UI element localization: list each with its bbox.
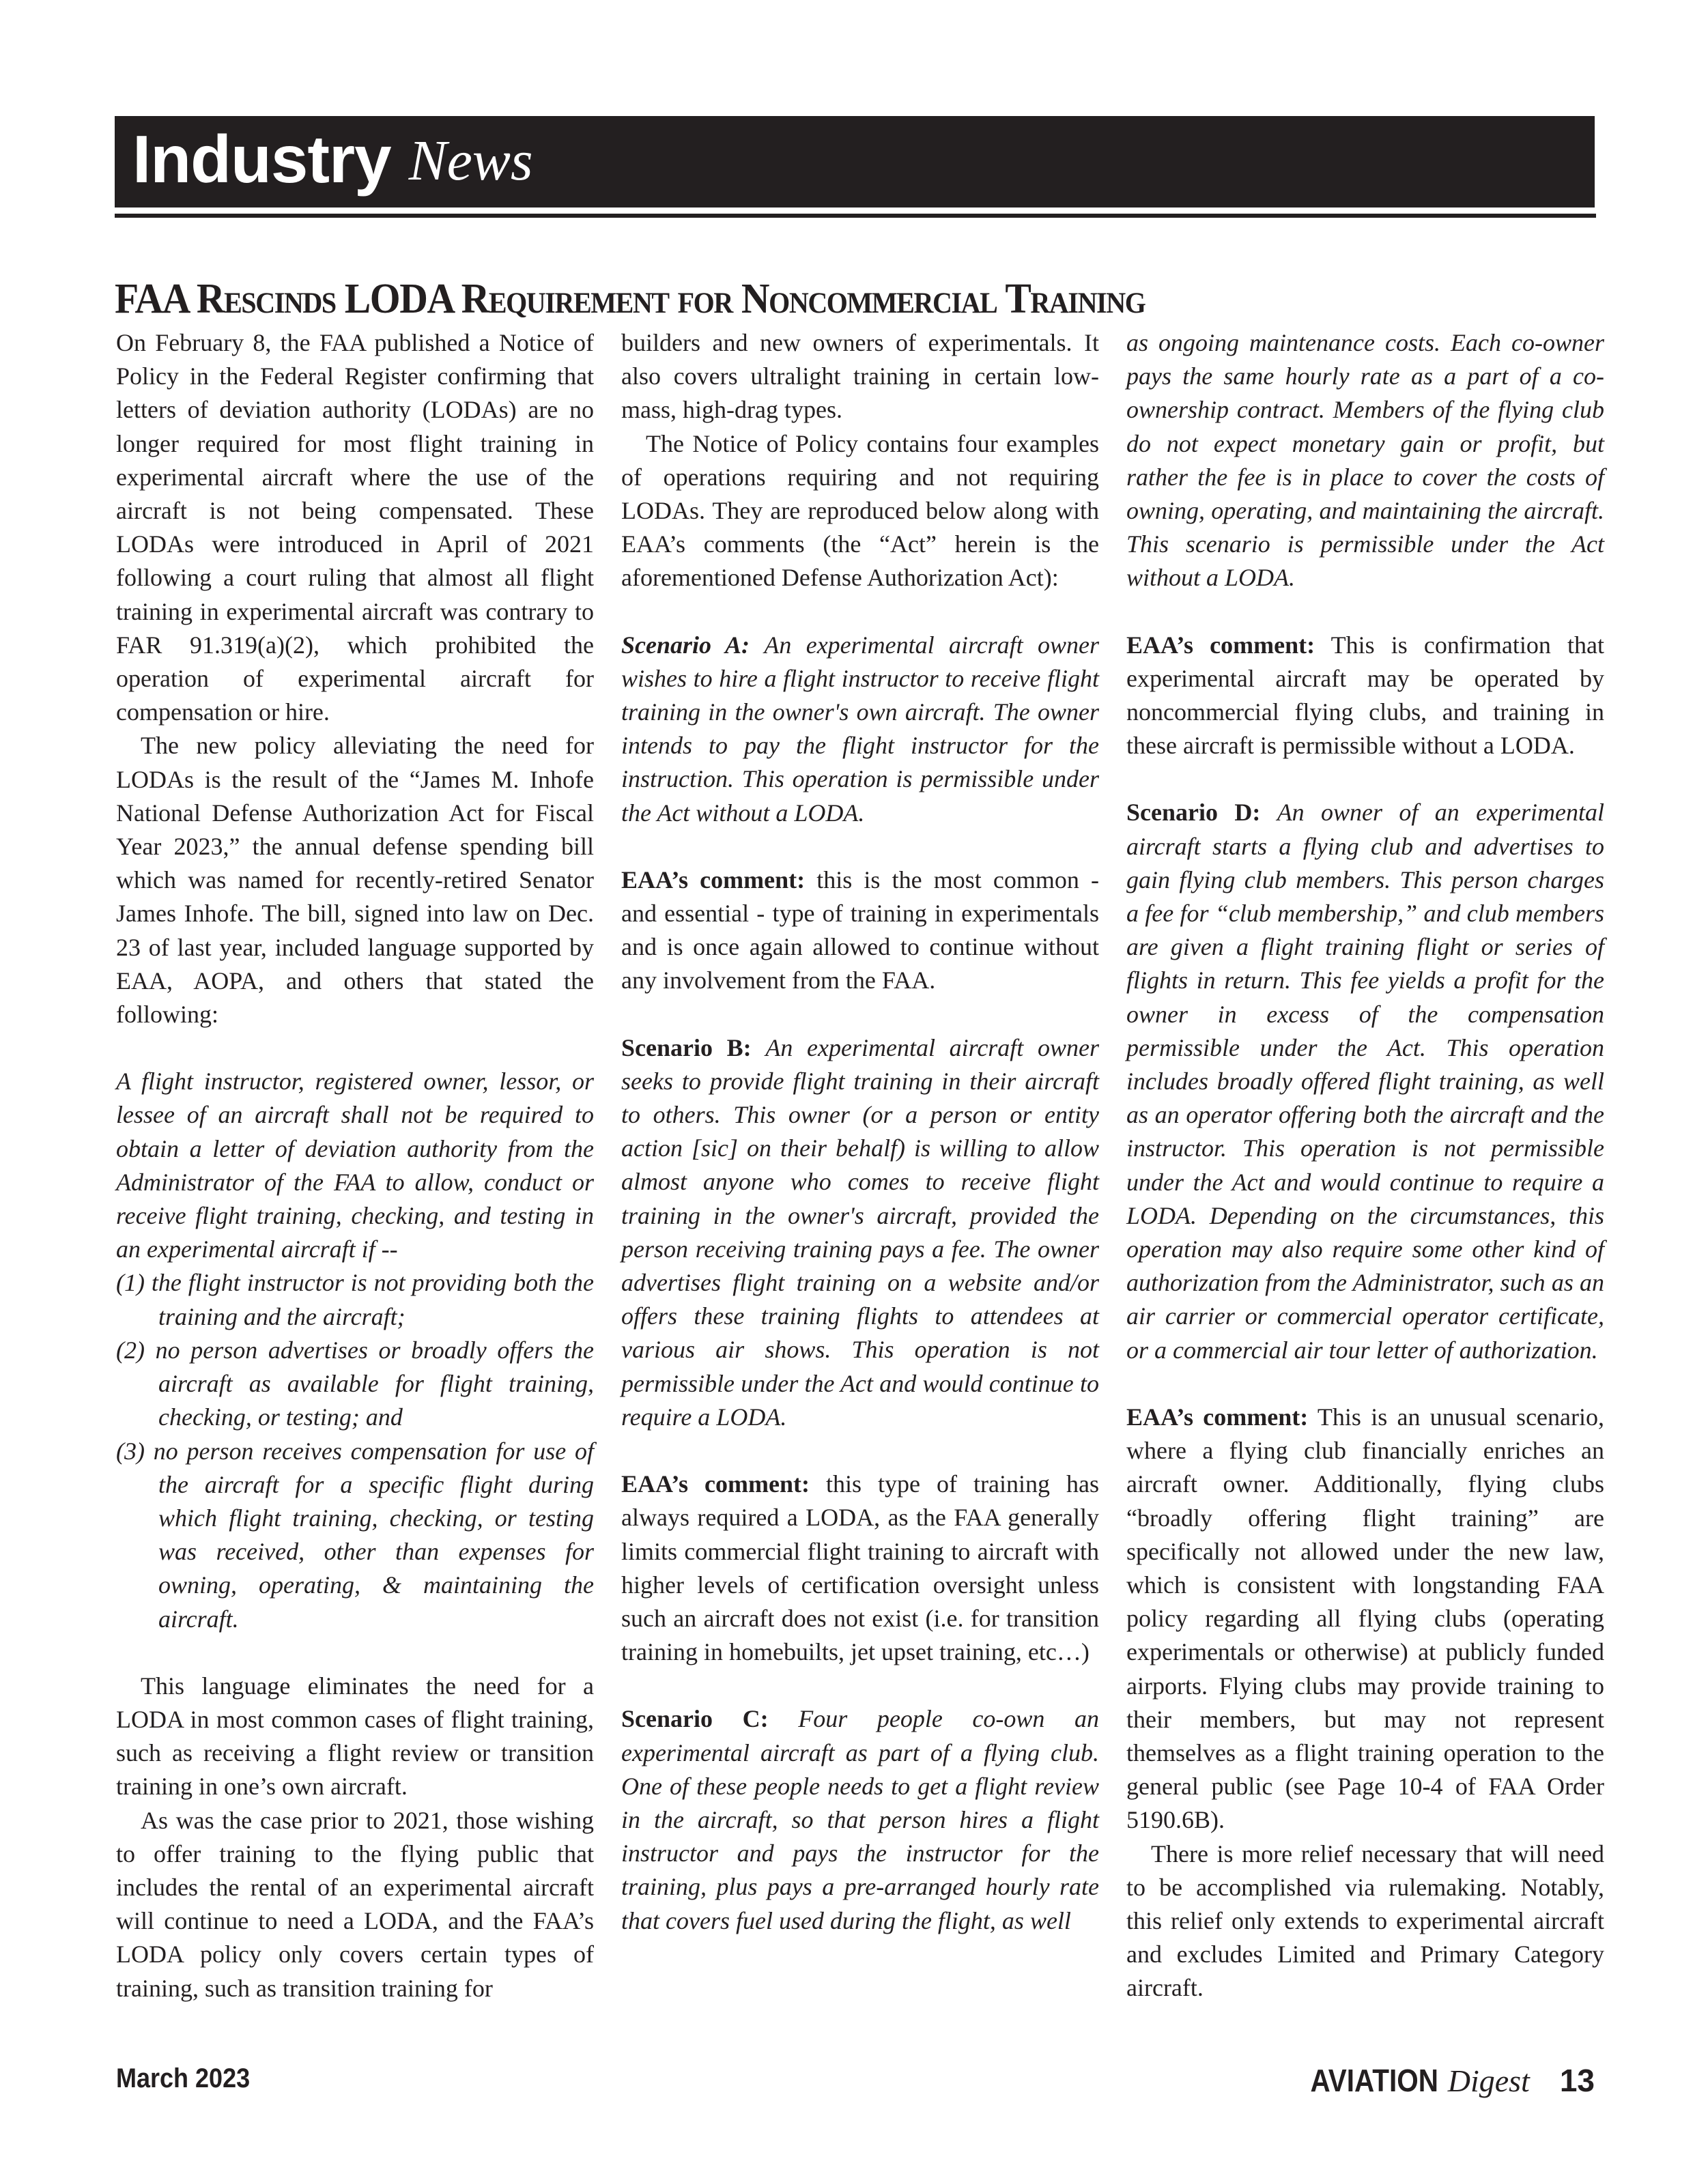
scenario-label: Scenario C: <box>621 1705 769 1733</box>
comment-d <box>1126 1401 1604 1837</box>
paragraph: The new policy alleviating the need for LODAs is the result of the “James M. Inhofe National Defense Authorization Act for Fiscal Year 2023,” the annual defense spending bill which was named for recently-retired Senator James Inhofe. The bill, signed into law on Dec. 23 of last year, included language supported by EAA, AOPA, and others that stated the following: <box>116 732 594 1029</box>
scenario-label: Scenario B: <box>621 1033 752 1061</box>
paragraph: There is more relief necessary that will need to be accomplished via rulemaking. Notably, this relief only extends to experimental aircraft and excludes Limited and Primary Category aircraft. <box>1126 1839 1604 2002</box>
quote-intro: A flight instructor, registered owner, lessor, or lessee of an aircraft shall not be required to obtain a letter of deviation authority from the Administrator of the FAA to allow, conduct or receive flight training, checking, and testing in an experimental aircraft if -- <box>116 1068 594 1263</box>
column-1 <box>116 326 594 2005</box>
section-banner <box>115 116 1595 207</box>
quote-item: (3) no person receives compensation for use of the aircraft for a specific flight during which flight training, checking, or testing was received, other than expenses for owning, operating, & maintaining the aircraft. <box>116 1437 594 1633</box>
scenario-text: An experimental aircraft owner wishes to hire a flight instructor to receive flight training in the owner's own aircraft. The owner intends to pay the flight instructor for the instruction. This operation is permissible under the Act without a LODA. <box>621 631 1099 827</box>
comment-c <box>1126 629 1604 763</box>
column-2 <box>621 326 1099 1938</box>
paragraph: On February 8, the FAA published a Notice of Policy in the Federal Register confirming that letters of deviation authority (LODAs) are no longer required for most flight training in experimental aircraft where the use of the aircraft is not being compensated. These LODAs were introduced in April of 2021 following a court ruling that almost all flight training in experimental aircraft was contrary to FAR 91.319(a)(2), which prohibited the operation of experimental aircraft for compensation or hire. <box>116 329 594 726</box>
paragraph: The Notice of Policy contains four examples of operations requiring and not requiring LODAs. They are reproduced below along with EAA’s comments (the “Act” herein is the aforementioned Defense Authorization Act): <box>621 429 1099 592</box>
column-3 <box>1126 326 1604 2005</box>
quote-item: (2) no person advertises or broadly offers the aircraft as available for flight training, checking, or testing; and <box>116 1336 594 1431</box>
footer-date: March 2023 <box>116 2063 251 2093</box>
comment-text: this type of training has always required a LODA, as the FAA generally limits commercial flight training to aircraft with higher levels of certification oversight unless such an aircraft does not exist (i.e. for transition training in homebuilts, jet upset training, etc…) <box>621 1470 1100 1666</box>
paragraph: builders and new owners of experimentals. It also covers ultralight training in certain low-mass, high-drag types. <box>621 329 1099 424</box>
paragraph: As was the case prior to 2021, those wishing to offer training to the flying public that includes the rental of an experimental aircraft will continue to need a LODA, and the FAA’s LODA policy only covers certain types of training, such as transition training for <box>116 1806 594 2002</box>
scenario-b <box>621 1031 1099 1434</box>
comment-text: this is the most common - and essential - type of training in experimentals and is once again allowed to continue without any involvement from the FAA. <box>621 865 1099 994</box>
scenario-c-continued: as ongoing maintenance costs. Each co-owner pays the same hourly rate as a part of a co-ownership contract. Members of the flying club do not expect monetary gain or profit, but rather the fee is in place to cover the costs of owning, operating, and maintaining the aircraft. This scenario is permissible under the Act without a LODA. <box>1126 329 1604 592</box>
scenario-text: An experimental aircraft owner seeks to provide flight training in their aircraft to others. This owner (or a person or entity action [sic] on their behalf) is willing to allow almost anyone who comes to receive flight training in the owner's aircraft, provided the person receiving training pays a fee. The owner advertises flight training on a website and/or offers these training flights to attendees at various air shows. This operation is not permissible under the Act and would continue to require a LODA. <box>621 1033 1099 1431</box>
comment-b <box>621 1468 1099 1669</box>
scenario-c <box>621 1702 1099 1937</box>
paragraph: This language eliminates the need for a LODA in most common cases of flight training, such as receiving a flight review or transition training in one’s own aircraft. <box>116 1672 594 1801</box>
comment-label: EAA’s comment: <box>1126 631 1315 659</box>
article-title: FAA Rescinds LODA Requirement for Noncommercial Training <box>115 275 1145 322</box>
scenario-text: Four people co-own an experimental aircraft as part of a flying club. One of these people needs to get a flight review in the aircraft, so that person hires a flight instructor and pays the instructor for the training, plus pays a pre-arranged hourly rate that covers fuel used during the flight, as well <box>621 1705 1100 1934</box>
comment-label: EAA’s comment: <box>621 1470 810 1498</box>
comment-label: EAA’s comment: <box>1126 1403 1309 1431</box>
comment-a <box>621 863 1099 998</box>
scenario-label: Scenario A: <box>621 631 750 659</box>
section-title-word1: Industry <box>132 121 391 197</box>
scenario-d <box>1126 796 1604 1366</box>
section-title-word2: News <box>408 129 533 192</box>
comment-label: EAA’s comment: <box>621 865 806 893</box>
page-number: 13 <box>1559 2063 1595 2098</box>
header-rule <box>115 214 1596 218</box>
quote-item: (1) the flight instructor is not providing both the training and the aircraft; <box>116 1269 594 1330</box>
comment-text: This is an unusual scenario, where a flying club financially enriches an aircraft owner. Additionally, flying clubs “broadly offering flight training” are specifically not allowed under the new law, which is consistent with longstanding FAA policy regarding all flying clubs (operating experimentals or otherwise) at publicly funded airports. Flying clubs may provide training to their members, but may not represent themselves as a flight training operation to the general public (see Page 10-4 of FAA Order 5190.6B). <box>1126 1403 1604 1834</box>
publication-name: AVIATION <box>1310 2063 1438 2098</box>
scenario-a <box>621 629 1099 830</box>
publication-name-italic: Digest <box>1447 2063 1530 2098</box>
scenario-label: Scenario D: <box>1126 799 1261 827</box>
footer-publication <box>1293 2065 1595 2097</box>
scenario-text: An owner of an experimental aircraft starts a flying club and advertises to gain flying club members. This person charges a fee for “club membership,” and club members are given a flight training flight or series of flights in return. This fee yields a profit for the owner in excess of the compensation permissible under the Act. This operation includes broadly offered flight training, as well as an operator offering both the aircraft and the instructor. This operation is not permissible under the Act and would continue to require a LODA. Depending on the circumstances, this operation may also require some other kind of authorization from the Administrator, such as an air carrier or commercial operator certificate, or a commercial air tour letter of authorization. <box>1126 799 1605 1364</box>
comment-text: This is confirmation that experimental aircraft may be operated by noncommercial flying clubs, and training in these aircraft is permissible without a LODA. <box>1126 631 1605 760</box>
